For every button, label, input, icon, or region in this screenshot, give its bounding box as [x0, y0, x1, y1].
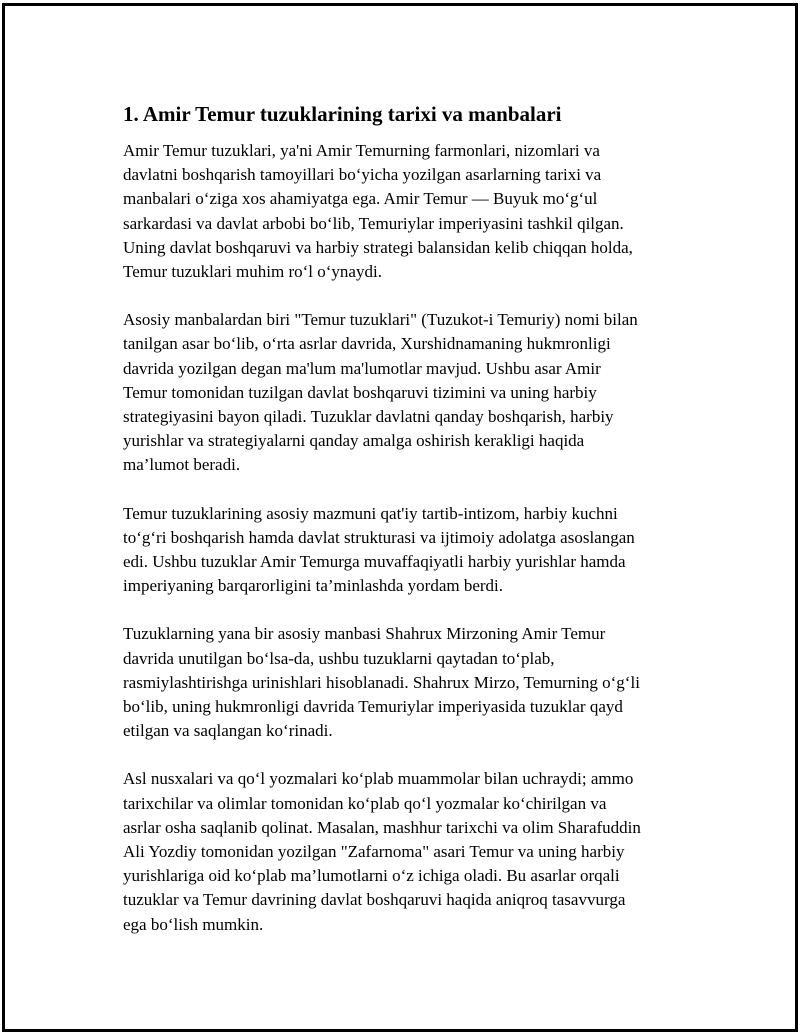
paragraph-shahrux: Tuzuklarning yana bir asosiy manbasi Shahrux Mirzoning Amir Temur davrida unutilgan bo‘lsa-da, ushbu tuzuklarni qaytadan to‘plab, rasmiylashtirishga urinishlari hisoblanadi. Shahrux Mirzo, Temurning o‘g‘li bo‘lib, uning hukmronligi davrida Temuriylar imperiyasida tuzuklar qayd etilgan va saqlangan ko‘rinadi. [123, 624, 640, 741]
section-title: 1. Amir Temur tuzuklarining tarixi va manbalari [123, 102, 562, 126]
paragraph-main-sources: Asosiy manbalardan biri "Temur tuzuklari" (Tuzukot-i Temuriy) nomi bilan tanilgan asar bo‘lib, o‘rta asrlar davrida, Xurshidnamaning hukmronligi davrida yozilgan degan ma'lum ma'lumotlar mavjud. Ushbu asar Amir Temur tomonidan tuzilgan davlat boshqaruvi tizimini va uning harbiy strategiyasini bayon qiladi. Tuzuklar davlatni qanday boshqarish, harbiy yurishlar va strategiyalarni qanday amalga oshirish kerakligi haqida ma’lumot beradi. [123, 310, 638, 475]
document-body [120, 101, 685, 961]
paragraph-manuscripts: Asl nusxalari va qo‘l yozmalari ko‘plab muammolar bilan uchraydi; ammo tarixchilar va olimlar tomonidan ko‘plab qo‘l yozmalar ko‘chirilgan va asrlar osha saqlanib qolinat. Masalan, mashhur tarixchi va olim Sharafuddin Ali Yozdiy tomonidan yozilgan "Zafarnoma" asari Temur va uning harbiy yurishlariga oid ko‘plab ma’lumotlarni o‘z ichiga oladi. Bu asarlar orqali tuzuklar va Temur davrining davlat boshqaruvi haqida aniqroq tasavvurga ega bo‘lish mumkin. [123, 769, 641, 934]
paragraph-intro: Amir Temur tuzuklari, ya'ni Amir Temurning farmonlari, nizomlari va davlatni boshqarish tamoyillari bo‘yicha yozilgan asarlarning tarixi va manbalari o‘ziga xos ahamiyatga ega. Amir Temur — Buyuk mo‘g‘ul sarkardasi va davlat arbobi bo‘lib, Temuriylar imperiyasini tashkil qilgan. Uning davlat boshqaruvi va harbiy strategi balansidan kelib chiqqan holda, Temur tuzuklari muhim ro‘l o‘ynaydi. [123, 141, 633, 282]
page-border [2, 3, 798, 1032]
paragraph-content: Temur tuzuklarining asosiy mazmuni qat'iy tartib-intizom, harbiy kuchni to‘g‘ri boshqarish hamda davlat strukturasi va ijtimoiy adolatga asoslangan edi. Ushbu tuzuklar Amir Temurga muvaffaqiyatli harbiy yurishlar hamda imperiyaning barqarorligini ta’minlashda yordam berdi. [123, 503, 635, 596]
